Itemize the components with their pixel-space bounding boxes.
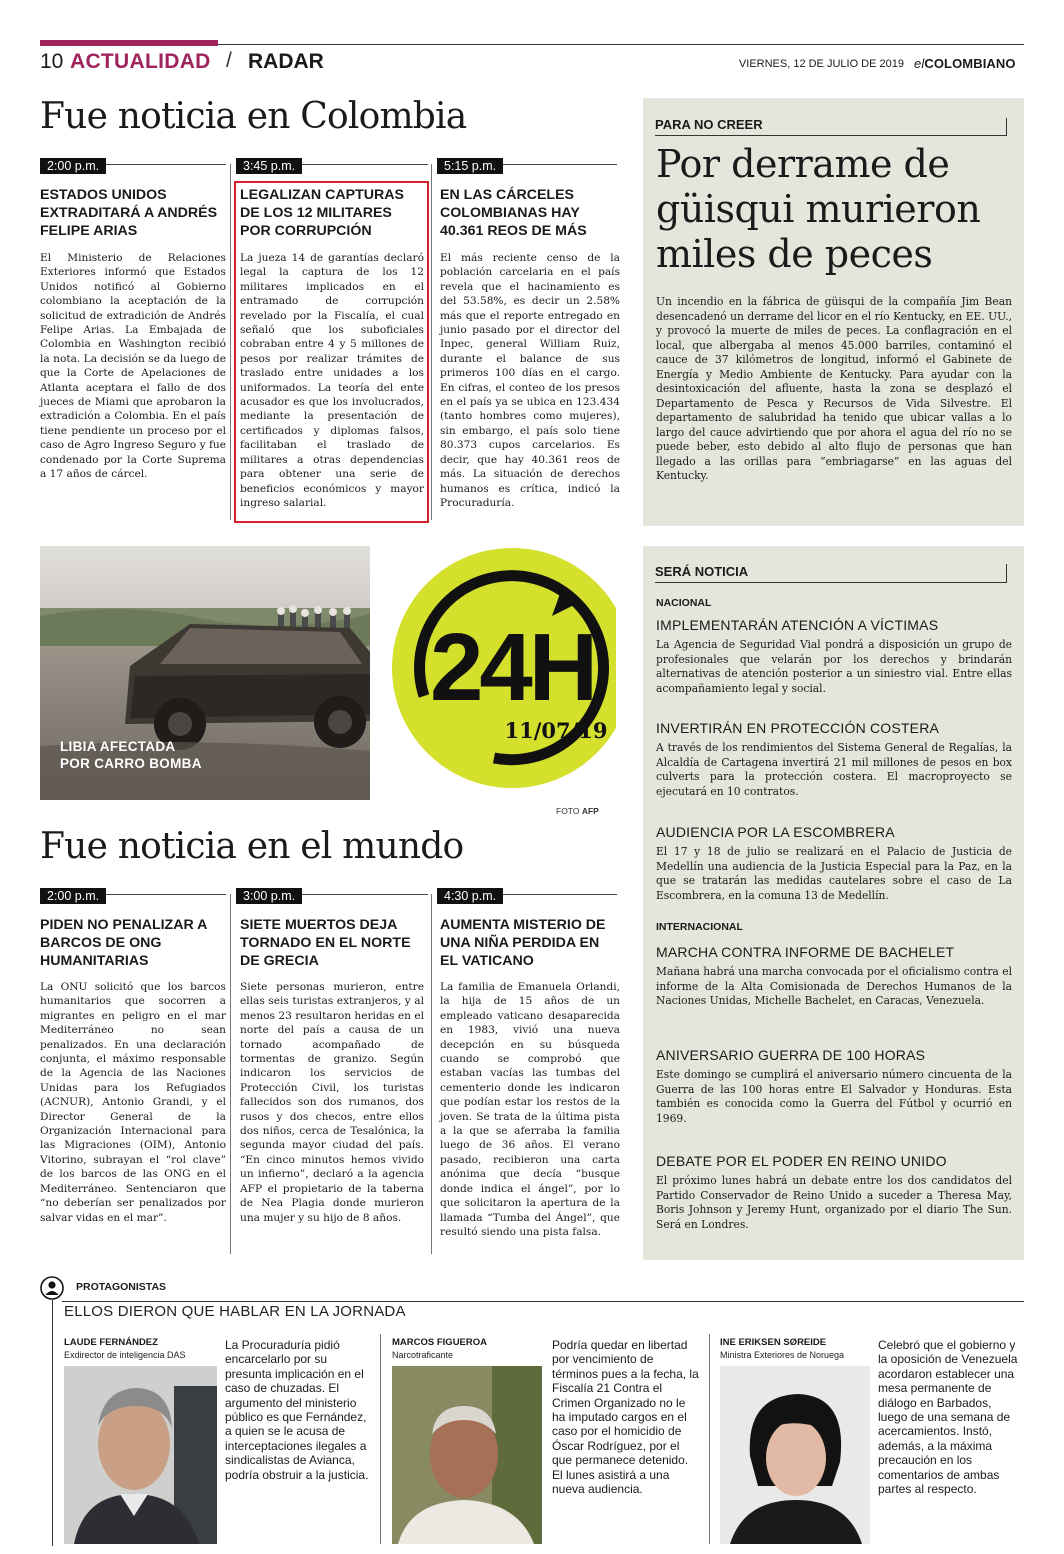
protagonist-photo [392,1366,542,1544]
time-badge: 4:30 p.m. [437,888,503,904]
panel-rule [655,135,1007,136]
story-body: El Ministerio de Relaciones Exteriores informó que Estados Unidos notificó al Gobierno colombiano la aceptación de la solicitud de extradición de Andrés Felipe Arias. La Embajada de Colombia en Washington recibió la nota. La decisión se da luego de que la Corte de Apelaciones de Atlanta aceptara el fallo de dos jueces de Miami que aprobaron la extradición a Colombia. En el país tiene pendiente un proceso por el caso de Agro Ingreso Seguro y fue condenado por la Corte Suprema a 17 años de cárcel. [40,252,226,481]
para-no-creer-body: Un incendio en la fábrica de güisqui de la compañía Jim Bean desencadenó un derrame del licor en el río Kentucky, en EE. UU., y provocó la muerte de miles de peces. La conflagración en el local, que albergaba al menos 45.000 barriles, contaminó el cauce de 37 kilómetros de longitud, informó el Gabinete de Energía y Medio Ambiente de Kentucky. Para ayudar con la desintoxicación del afluente, hasta la zona se desplazó el Departamento de Pesca y Recursos de Vida Silvestre. El departamento de salubridad ha tenido que ubicar vallas a lo largo del cauce advirtiendo que por ahora el agua del río no se puede beber, esto debido al alto flujo de personas que han llegado a las orillas para “embriagarse” en las aguas del Kentucky. [656,295,1012,482]
24h-logo [384,546,616,800]
protagonist-role: Exdirector de inteligencia DAS [64,1350,186,1360]
agenda-headline: AUDIENCIA POR LA ESCOMBRERA [656,824,895,840]
section-separator: / [226,49,232,72]
agenda-body: Mañana habrá una marcha convocada por el oficialismo contra el informe de la Alta Comisionada de Derechos Humanos de la Naciones Unidas, Michelle Bachelet, en Caracas, Venezuela. [656,965,1012,1007]
agenda-body: Este domingo se cumplirá el aniversario número cincuenta de la Guerra de las 100 horas entre El Salvador y Honduras. Esta también es conocida como la Guerra del Fútbol y ocurrió en 1969. [656,1068,1012,1125]
protagonist-text: Podría quedar en libertad por vencimiento de términos pues a la fecha, la Fiscalía 21 Contra el Crimen Organizado no le ha imputado cargos en el caso por el homicidio de Óscar Rodríguez, por el que permanece detenido. El lunes asistirá a una nueva audiencia. [552,1338,699,1497]
news-photo [40,546,616,800]
panel-tick [1006,564,1007,583]
protagonist-name: LAUDE FERNÁNDEZ [64,1337,158,1348]
column-divider [230,894,231,1254]
story-headline: EN LAS CÁRCELES COLOMBIANAS HAY 40.361 REOS DE MÁS [440,187,587,239]
agenda-headline: DEBATE POR EL PODER EN REINO UNIDO [656,1153,947,1169]
person-icon [40,1276,64,1300]
agenda-headline: IMPLEMENTARÁN ATENCIÓN A VÍCTIMAS [656,617,939,633]
protagonistas-vertical-rule [52,1300,53,1546]
brand-prefix: el [914,56,925,71]
story-body: La familia de Emanuela Orlandi, la hija de 15 años de un empleado vaticano desaparecida en 1983, vivió una nueva decepción en su búsqueda cuando se comprobó que estaban vacías las tumbas del cementerio donde les indicaron que podían estar los restos de la joven. Se trata de la última pista a la que se aferraba la familia luego de 36 años. El verano pasado, recibieron una carta anónima que decía “busque donde indica el ángel”, por lo que solicitaron la apertura de la llamada “Tumba del Ángel”, que resultó siendo una pista falsa. [440,981,620,1238]
newspaper-brand [914,56,1016,71]
credit-source: AFP [581,806,599,816]
protagonist-divider [709,1334,710,1544]
protagonistas-rule [62,1301,1024,1302]
agenda-body: A través de los rendimientos del Sistema General de Regalías, la Alcaldía de Cartagena invertirá 21 mil millones de pesos en box culverts para la protección costera. El macroproyecto se ejecutará en 10 contratos. [656,741,1012,798]
section-name: ACTUALIDAD [70,50,211,73]
panel-tick [1006,118,1007,136]
subsection-name: RADAR [248,50,324,73]
time-badge: 3:45 p.m. [236,158,302,174]
agenda-body: El próximo lunes habrá un debate entre los dos candidatos del Partido Conservador de Reino Unido a suceder a Theresa May, Boris Johnson y Jeremy Hunt, organizado por el diario The Sun. Será en Londres. [656,1174,1012,1231]
category-label: NACIONAL [656,597,712,609]
category-label: INTERNACIONAL [656,921,743,933]
credit-prefix: FOTO [556,806,580,816]
time-badge: 2:00 p.m. [40,888,106,904]
portrait-illustration [392,1366,542,1544]
time-badge: 5:15 p.m. [437,158,503,174]
time-badge: 2:00 p.m. [40,158,106,174]
mundo-section-title: Fue noticia en el mundo [40,826,464,867]
para-no-creer-headline: Por derrame de güisqui murieron miles de peces [656,142,981,276]
edition-date: VIERNES, 12 DE JULIO DE 2019 [738,58,904,70]
agenda-headline: MARCHA CONTRA INFORME DE BACHELET [656,944,955,960]
story-headline: ESTADOS UNIDOS EXTRADITARÁ A ANDRÉS FELIPE ARIAS [40,187,218,239]
photo-caption-line: POR CARRO BOMBA [60,756,202,771]
portrait-illustration [720,1366,870,1544]
portrait-illustration [64,1366,217,1544]
header-accent-bar [40,40,218,46]
protagonist-role: Ministra Exteriores de Noruega [720,1350,845,1360]
protagonist-divider [380,1334,381,1544]
story-body: El más reciente censo de la población carcelaria en el país revela que el hacinamiento es del 53.58%, es decir un 2.58% más que el reporte entregado en junio pasado por el director del Inpec, general William Ruiz, durante el balance de sus primeros 100 días en el cargo. En cifras, el conteo de los presos en el país ya se ubica en 123.434 (tanto hombres como mujeres), sin embargo, el país solo tiene 80.373 cupos carcelarios. Es decir, que hay 40.361 reos de más. La situación de derechos humanos es crítica, indicó la Procuraduría. [440,252,620,509]
agenda-headline: ANIVERSARIO GUERRA DE 100 HORAS [656,1047,926,1063]
story-body: La jueza 14 de garantías declaró legal la captura de los 12 militares implicados en el entramado de corrupción revelado por la Fiscalía, el cual señaló que los suboficiales cobraban entre 4 y 5 millones de pesos por realizar trámites de traslado entre unidades a los uniformados. La teoría del ente acusador es que los involucrados, mediante la presentación de certificados y diplomas falsos, facilitaban el traslado de militares a otras dependencias para obtener una serie de beneficios económicos y mayor ingreso salarial. [240,252,424,509]
story-headline: SIETE MUERTOS DEJA TORNADO EN EL NORTE DE GRECIA [240,917,411,969]
panel-label: SERÁ NOTICIA [655,564,749,579]
panel-rule [655,582,1007,583]
logo-date: 11/07/19 [504,718,608,743]
colombia-section-title: Fue noticia en Colombia [40,96,467,137]
photo-credit [556,806,599,816]
column-divider [431,894,432,1254]
agenda-headline: INVERTIRÁN EN PROTECCIÓN COSTERA [656,720,940,736]
protagonist-text: La Procuraduría pidió encarcelarlo por su presunta implicación en el caso de chuzadas. El argumento del ministerio público es que Fernández, a quien se le acusa de interceptaciones ilegales a sindicalistas de Avianca, podría obstruir a la justicia. [225,1338,369,1482]
protagonist-role: Narcotraficante [392,1350,454,1360]
page-number: 10 [40,50,64,73]
story-headline: LEGALIZAN CAPTURAS DE LOS 12 MILITARES POR CORRUPCIÓN [240,187,404,239]
brand-name: COLOMBIANO [924,56,1016,71]
header-rule [218,44,1024,45]
protagonistas-label: PROTAGONISTAS [76,1281,167,1293]
column-divider [230,164,231,520]
photo-caption-line: LIBIA AFECTADA [60,739,176,754]
agenda-body: El 17 y 18 de julio se realizará en el Palacio de Justicia de Medellín una audiencia de la Justicia Especial para la Paz, en la que se tratarán las medidas cautelares sobre el caso de La Escombrera, en la comuna 13 de Medellín. [656,845,1012,902]
logo-text: 24H [429,614,595,721]
column-divider [431,164,432,520]
protagonist-name: INE ERIKSEN SØREIDE [720,1337,827,1348]
protagonist-photo [64,1366,217,1544]
story-body: Siete personas murieron, entre ellas seis turistas extranjeros, y al menos 23 resultaron heridas en el norte del país a causa de un tornado acompañado de tormentas de granizo. Según indicaron los servicios de Protección Civil, los turistas fallecidos son dos rumanos, dos rusos y dos checos, entre ellos dos niños, cerca de Tesalónica, la segunda mayor ciudad del país. “En cinco minutos hemos vivido un infierno”, declaró a la agencia AFP el propietario de la taberna de Nea Plagia donde murieron una mujer y su hijo de 8 años. [240,981,424,1224]
protagonist-photo [720,1366,870,1544]
panel-label: PARA NO CREER [655,117,763,132]
protagonist-name: MARCOS FIGUEROA [392,1337,487,1348]
story-headline: PIDEN NO PENALIZAR A BARCOS DE ONG HUMANITARIAS [40,917,207,969]
protagonistas-subtitle: ELLOS DIERON QUE HABLAR EN LA JORNADA [64,1303,406,1320]
protagonist-text: Celebró que el gobierno y la oposición de Venezuela acordaron establecer una mesa permanente de diálogo en Barbados, luego de una semana de acercamientos. Instó, además, a la máxima precaución en los comentarios de ambas partes al respecto. [878,1338,1018,1497]
highlight-box [234,181,429,523]
photo-caption [60,738,202,772]
time-badge: 3:00 p.m. [236,888,302,904]
story-headline: AUMENTA MISTERIO DE UNA NIÑA PERDIDA EN EL VATICANO [440,917,606,969]
agenda-body: La Agencia de Seguridad Vial pondrá a disposición un grupo de profesionales que velarán por los derechos y brindarán alternativas de atención posterior a un siniestro vial. Entre ellas acompañamiento legal y social. [656,638,1012,695]
story-body: La ONU solicitó que los barcos humanitarios que socorren a migrantes en peligro en el mar Mediterráneo no sean penalizados. En una declaración conjunta, el máximo responsable de la Agencia de las Naciones Unidas para los Refugiados (ACNUR), Antonio Grandi, y el Director General de la Organización Internacional para las Migraciones (OIM), Antonio Vitorino, subrayan el “rol clave” de los barcos de las ONG en el Mediterráneo. Sentenciaron que “no deberían ser penalizados por salvar vidas en el mar”. [40,981,226,1224]
